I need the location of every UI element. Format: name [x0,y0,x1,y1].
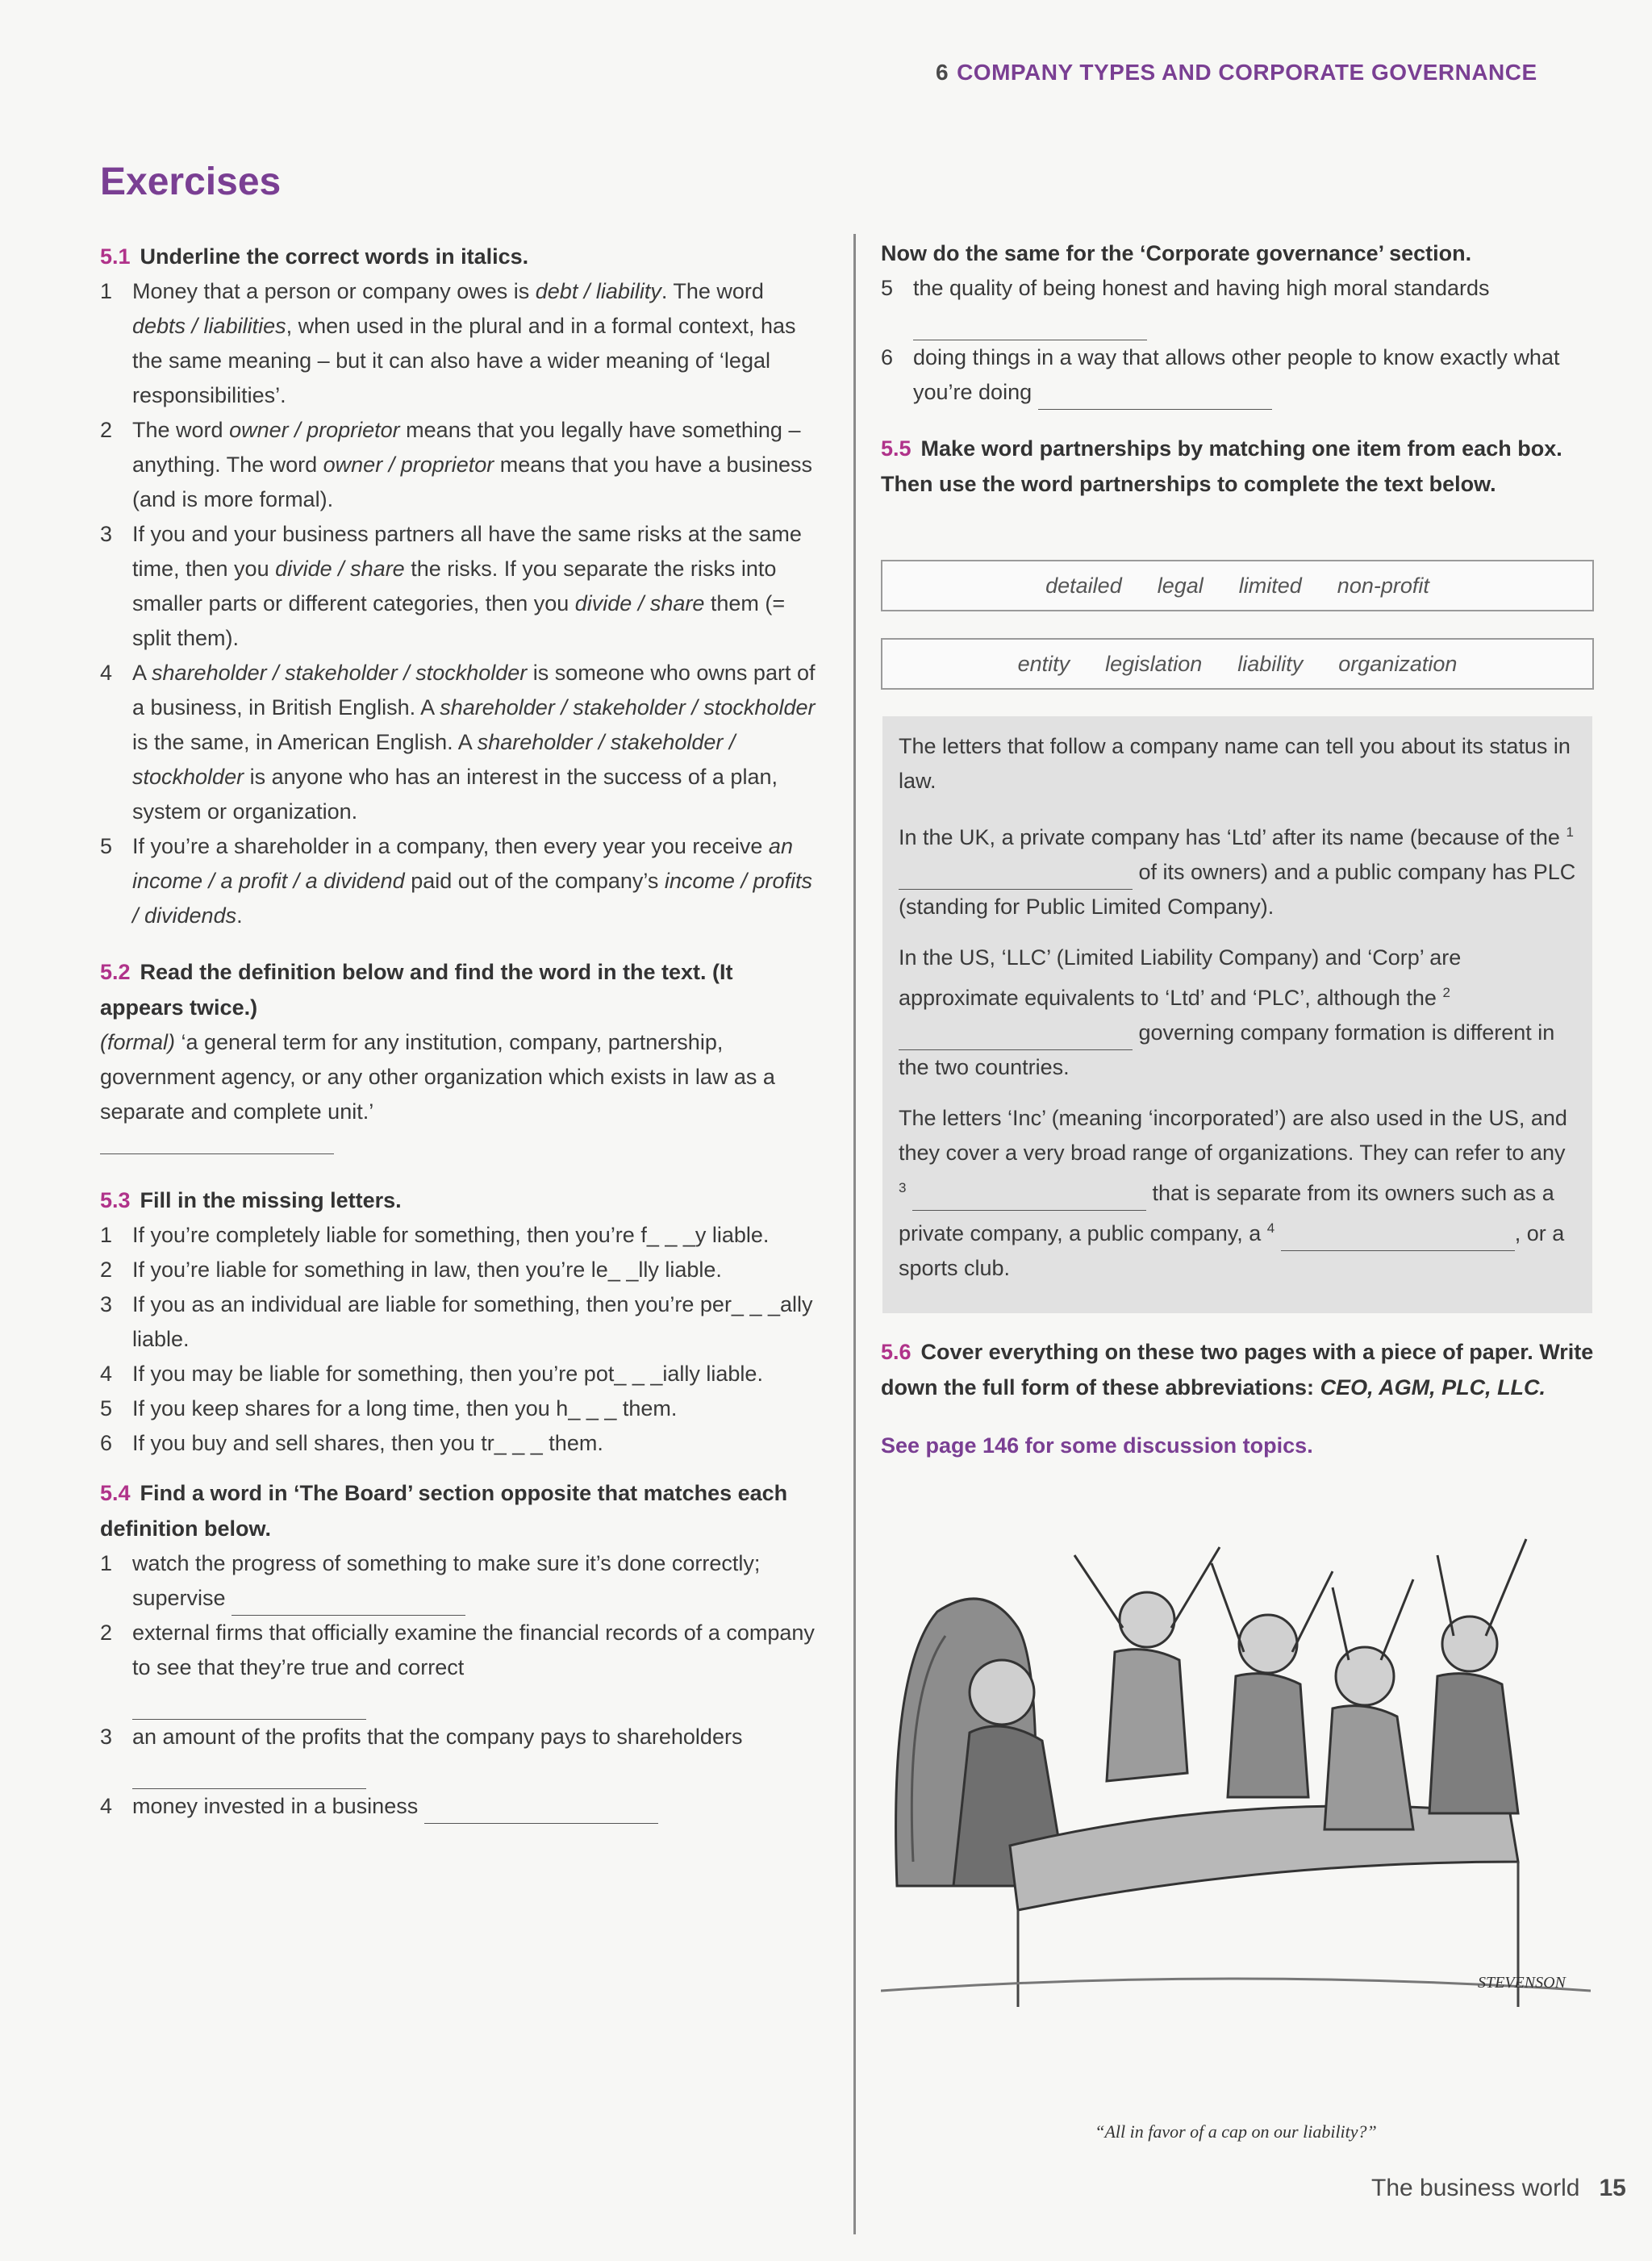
item-text[interactable]: If you and your business partners all have the same risks at the same time, then you divide / share the risks. If you separate the risks into smaller parts or different categories, then you divide / share them (= split them). [132,522,802,650]
ex54-item [100,1616,818,1720]
page-footer [1371,2175,1626,2202]
item-number: 3 [100,1292,113,1316]
ex51-item [100,517,818,656]
item-number: 3 [100,1725,113,1749]
ex53-item [100,1391,818,1426]
chapter-header [936,60,1537,86]
item-text[interactable]: If you keep shares for a long time, then you h_ _ _ them. [132,1396,678,1420]
exercise-5-4b-heading: Now do the same for the ‘Corporate governance’ section. [881,241,1472,265]
word-option[interactable]: liability [1237,651,1304,676]
exercise-instruction: Underline the correct words in italics. [140,244,529,269]
exercise-instruction: Cover everything on these two pages with a piece of paper. Write down the full form of these abbreviations: [881,1340,1594,1400]
item-number: 1 [100,279,113,303]
item-number: 5 [881,276,894,300]
exercise-5-4b-list [881,271,1599,410]
item-number: 4 [100,1362,113,1386]
ex51-item [100,274,818,413]
exercise-5-5-heading [881,431,1599,502]
page-title: Exercises [100,161,282,203]
ex54b-item [881,271,1599,340]
item-text[interactable]: an amount of the profits that the company pays to shareholders [132,1720,818,1789]
item-number: 5 [100,834,113,858]
word-option[interactable]: non-profit [1337,573,1429,598]
exercise-5-4-list [100,1546,818,1824]
item-number: 4 [100,661,113,685]
word-option[interactable]: entity [1017,651,1070,676]
exercise-5-2-answer[interactable] [100,1129,818,1162]
text-paragraph: In the UK, a private company has ‘Ltd’ after its name (because of the $^1$ of its owners) and a public company has PLC (standing for Public Limited Company). [899,824,1576,919]
word-option[interactable]: legal [1157,573,1204,598]
ex53-item [100,1357,818,1391]
item-text[interactable]: If you’re a shareholder in a company, then every year you receive an income / a profit / a dividend paid out of the company’s income / profits / dividends. [132,834,812,928]
exercise-number: 5.4 [100,1481,131,1505]
text-paragraph: The letters ‘Inc’ (meaning ‘incorporated’) are also used in the US, and they cover a very broad range of organizations. They can refer to any $^3$ that is separate from its owners such as a private company, a public company, a $^4$ , or a sports club. [899,1106,1567,1280]
chapter-title: COMPANY TYPES AND CORPORATE GOVERNANCE [957,60,1537,85]
item-number: 2 [100,1621,113,1645]
ex51-item [100,656,818,829]
exercise-5-6-heading [881,1334,1599,1405]
footer-section: The business world [1371,2175,1580,2201]
item-text[interactable]: doing things in a way that allows other people to know exactly what you’re doing [913,340,1599,410]
item-number: 4 [100,1794,113,1818]
exercise-instruction: Read the definition below and find the word in the text. (It appears twice.) [100,960,733,1020]
ex53-item [100,1218,818,1253]
ex51-item [100,829,818,933]
exercise-instruction: Make word partnerships by matching one item from each box. Then use the word partnerships to complete the text below. [881,436,1562,496]
column-divider [853,234,856,2234]
exercise-5-5-text [882,716,1592,1313]
ex54-item [100,1720,818,1789]
item-text[interactable]: If you’re liable for something in law, then you’re le_ _lly liable. [132,1258,722,1282]
item-number: 3 [100,522,113,546]
exercise-number: 5.5 [881,436,912,461]
text-paragraph: The letters that follow a company name can tell you about its status in law. [899,734,1571,793]
item-text[interactable]: If you as an individual are liable for something, then you’re per_ _ _ally liable. [132,1292,813,1351]
exercise-5-4-heading [100,1475,818,1546]
page-number: 15 [1599,2175,1626,2201]
item-text[interactable]: A shareholder / stakeholder / stockholder is someone who owns part of a business, in British English. A shareholder / stakeholder / stockholder is the same, in American English. A shareholder / stakeholder / stockholder is anyone who has an interest in the success of a plan, system or organization. [132,661,816,824]
text-paragraph: In the US, ‘LLC’ (Limited Liability Company) and ‘Corp’ are approximate equivalents to ‘Ltd’ and ‘PLC’, although the $^2$ governing company formation is different in the two countries. [899,945,1555,1079]
item-number: 6 [100,1431,113,1455]
ex54b-item [881,340,1599,410]
answer-blank[interactable] [100,1129,334,1154]
item-text[interactable]: If you’re completely liable for something, then you’re f_ _ _y liable. [132,1223,770,1247]
exercise-instruction: Find a word in ‘The Board’ section opposite that matches each definition below. [100,1481,788,1541]
exercise-5-1-heading [100,239,818,274]
ex53-item [100,1426,818,1461]
cartoon-signature: STEVENSON [1478,1974,1566,1992]
item-number: 2 [100,1258,113,1282]
right-column [881,236,1599,502]
item-number: 6 [881,345,894,369]
item-text[interactable]: The word owner / proprietor means that you legally have something – anything. The word owner / proprietor means that you have a business (and is more formal). [132,418,813,511]
abbreviations: CEO, AGM, PLC, LLC. [1320,1375,1546,1400]
exercise-5-6 [881,1334,1599,1463]
exercise-5-3-list [100,1218,818,1461]
word-box-2 [881,638,1594,690]
item-text[interactable]: watch the progress of something to make sure it’s done correctly; supervise [132,1546,818,1616]
cartoon-illustration [881,1507,1591,2015]
item-number: 5 [100,1396,113,1420]
item-text[interactable]: money invested in a business [132,1789,818,1824]
exercise-number: 5.1 [100,244,131,269]
item-text[interactable]: the quality of being honest and having high moral standards [913,271,1599,340]
exercise-number: 5.6 [881,1340,912,1364]
item-number: 1 [100,1551,113,1575]
word-option[interactable]: organization [1338,651,1458,676]
ex51-item [100,413,818,517]
exercise-number: 5.3 [100,1188,131,1212]
ex54-item [100,1546,818,1616]
item-text[interactable]: Money that a person or company owes is debt / liability. The word debts / liabilities, when used in the plural and in a formal context, has the same meaning – but it can also have a wider meaning of ‘legal responsibilities’. [132,279,796,407]
see-page-link[interactable]: See page 146 for some discussion topics. [881,1433,1313,1458]
word-option[interactable]: limited [1238,573,1302,598]
left-column [100,239,818,1824]
item-text[interactable]: external firms that officially examine the financial records of a company to see that they’re true and correct [132,1616,818,1720]
word-option[interactable]: detailed [1045,573,1122,598]
item-number: 2 [100,418,113,442]
ex53-item [100,1253,818,1287]
word-option[interactable]: legislation [1105,651,1203,676]
ex54-item [100,1789,818,1824]
exercise-5-2-definition: (formal) ‘a general term for any institution, company, partnership, government agency, or any other organization which exists in law as a separate and complete unit.’ [100,1030,775,1124]
item-text[interactable]: If you may be liable for something, then you’re pot_ _ _ially liable. [132,1362,763,1386]
exercise-5-3-heading [100,1183,818,1218]
cartoon-caption: “All in favor of a cap on our liability?” [1095,2121,1377,2142]
item-number: 1 [100,1223,113,1247]
item-text[interactable]: If you buy and sell shares, then you tr_ _ _ them. [132,1431,603,1455]
exercise-5-2-heading [100,954,818,1025]
word-box-1 [881,560,1594,611]
exercise-5-1-list [100,274,818,933]
exercise-instruction: Fill in the missing letters. [140,1188,402,1212]
chapter-number: 6 [936,60,949,85]
ex53-item [100,1287,818,1357]
exercise-number: 5.2 [100,960,131,984]
